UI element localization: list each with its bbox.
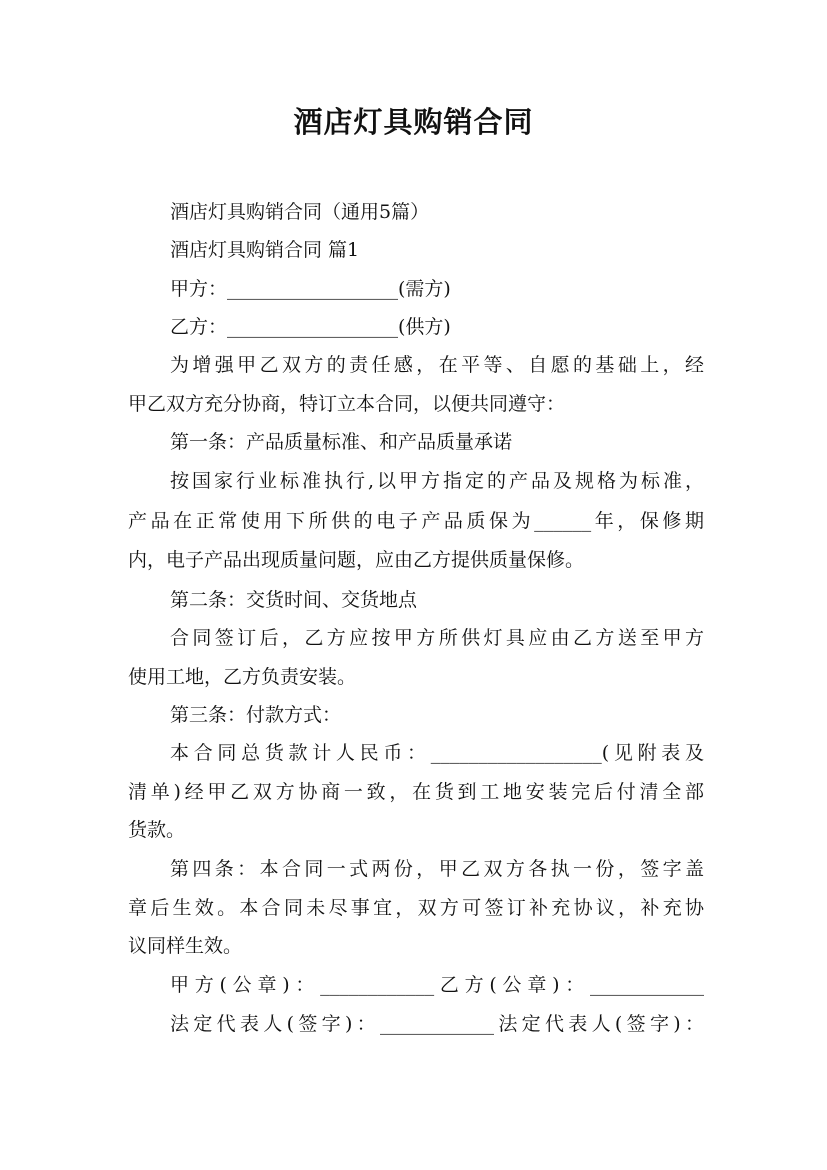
document-title: 酒店灯具购销合同 [293, 105, 534, 139]
doc-line-article-4-text-3: 议同样生效。 [128, 935, 243, 957]
doc-line-section-heading: 酒店灯具购销合同 篇1 [170, 239, 360, 261]
doc-line-article-1-text-3: 内，电子产品出现质量问题，应由乙方提供质量保修。 [128, 549, 585, 571]
doc-line-subtitle: 酒店灯具购销合同（通用5篇） [170, 201, 430, 223]
doc-line-article-4-text-2: 章后生效。本合同未尽事宜，双方可签订补充协议，补充协 [128, 897, 704, 919]
doc-line-preamble-1: 为增强甲乙双方的责任感，在平等、自愿的基础上，经 [170, 354, 704, 376]
doc-line-party-a: 甲方：__________________(需方) [170, 278, 451, 300]
doc-line-preamble-2: 甲乙双方充分协商，特订立本合同，以便共同遵守： [128, 393, 566, 415]
doc-line-article-1-text-1: 按国家行业标准执行,以甲方指定的产品及规格为标准， [170, 470, 704, 492]
doc-line-article-2-heading: 第二条：交货时间、交货地点 [170, 589, 418, 611]
doc-line-article-2-text-2: 使用工地，乙方负责安装。 [128, 666, 357, 688]
doc-line-article-3-text-3: 货款。 [128, 819, 186, 841]
doc-line-seal-row: 甲方(公章)：____________乙方(公章)：____________ [170, 974, 704, 996]
doc-line-article-4-text-1: 第四条：本合同一式两份，甲乙双方各执一份，签字盖 [170, 858, 704, 880]
doc-line-article-3-text-2: 清单)经甲乙双方协商一致，在货到工地安装完后付清全部 [128, 781, 704, 803]
doc-line-article-1-heading: 第一条：产品质量标准、和产品质量承诺 [170, 431, 513, 453]
doc-line-article-1-text-2: 产品在正常使用下所供的电子产品质保为______年，保修期 [128, 510, 704, 532]
doc-line-article-3-heading: 第三条：付款方式： [170, 704, 342, 726]
doc-line-signature-row: 法定代表人(签字)：____________法定代表人(签字)： [170, 1013, 704, 1035]
doc-line-article-2-text-1: 合同签订后，乙方应按甲方所供灯具应由乙方送至甲方 [170, 627, 704, 649]
doc-line-party-b: 乙方：__________________(供方) [170, 316, 451, 338]
doc-line-article-3-text-1: 本合同总货款计人民币：__________________(见附表及 [170, 742, 704, 764]
